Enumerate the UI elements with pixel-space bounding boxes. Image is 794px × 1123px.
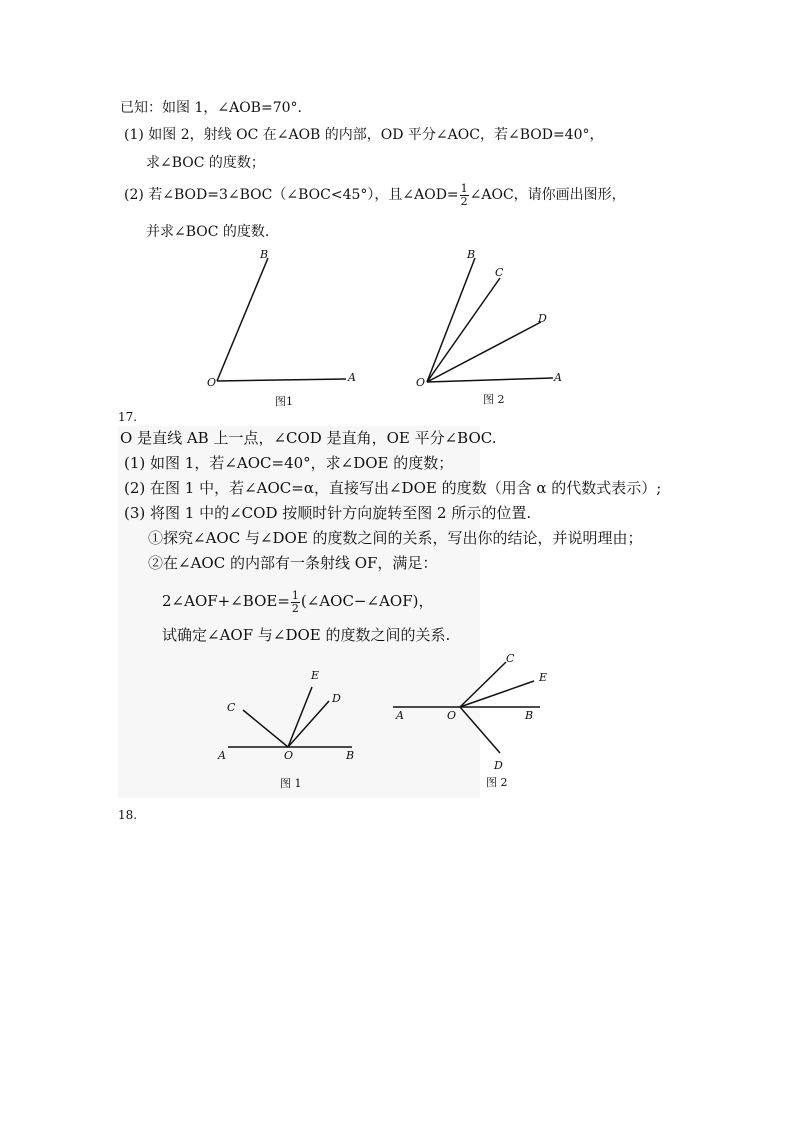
label-o: O: [416, 376, 426, 389]
p18-number: 18.: [118, 808, 138, 822]
figure-caption: 图 2: [483, 393, 505, 406]
p17-number: 17.: [118, 410, 138, 424]
label-c: C: [495, 266, 504, 279]
ray-oa: [217, 379, 346, 381]
p16-q2-frac-den: 2: [460, 194, 468, 208]
p17-eq-left: 2∠AOF+∠BOE=: [162, 592, 290, 611]
p17-figure-1: [210, 660, 370, 795]
ray-oc: [243, 710, 288, 747]
label-a: A: [218, 749, 226, 762]
ray-oe: [460, 681, 534, 707]
label-a: A: [554, 371, 562, 384]
label-b: B: [525, 709, 534, 722]
label-d: D: [494, 759, 503, 772]
label-b: B: [467, 248, 476, 261]
label-c: C: [506, 652, 515, 665]
p17-eq-right: (∠AOC−∠AOF)，: [300, 592, 434, 611]
figure-caption: 图 2: [486, 776, 508, 789]
p16-q2-text-a: (2) 若∠BOD=3∠BOC（∠BOC<45°），且∠AOD=: [124, 187, 459, 204]
p16-q2-text-b: ∠AOC，请你画出图形，: [469, 187, 626, 204]
label-a: A: [396, 709, 404, 722]
p17-eq-frac-den: 2: [291, 601, 299, 615]
ray-ob: [217, 258, 268, 381]
p17-statement: O 是直线 AB 上一点，∠COD 是直角，OE 平分∠BOC.: [120, 429, 497, 447]
p17-figure-2: [390, 645, 560, 795]
p16-given: 已知：如图 1，∠AOB=70°.: [120, 100, 302, 116]
p17-q3: (3) 将图 1 中的∠COD 按顺时针方向旋转至图 2 所示的位置.: [124, 504, 532, 522]
p16-q2-line2: 并求∠BOC 的度数.: [146, 224, 270, 240]
label-d: D: [332, 692, 341, 705]
label-o: O: [207, 376, 217, 389]
p17-eq-fraction: [291, 590, 300, 614]
label-e: E: [539, 671, 548, 684]
label-b: B: [260, 248, 269, 261]
p16-figure-2: [405, 244, 575, 410]
ray-od: [427, 322, 541, 382]
figure-caption: 图1: [275, 395, 293, 408]
ray-oc: [427, 278, 500, 382]
p16-figure-1: [200, 244, 380, 410]
label-b: B: [346, 749, 355, 762]
p17-q3-a: ①探究∠AOC 与∠DOE 的度数之间的关系，写出你的结论，并说明理由；: [148, 529, 643, 547]
p16-q1-line1: (1) 如图 2，射线 OC 在∠AOB 的内部，OD 平分∠AOC，若∠BOD=40°，: [124, 127, 604, 143]
figure-caption: 图 1: [280, 777, 302, 790]
p17-q1: (1) 如图 1，若∠AOC=40°，求∠DOE 的度数；: [124, 454, 454, 472]
label-e: E: [311, 669, 320, 682]
ray-oa: [427, 378, 553, 382]
p17-eq-frac-num: 1: [291, 589, 299, 602]
ray-oc: [460, 662, 506, 707]
p17-q2: (2) 在图 1 中，若∠AOC=α，直接写出∠DOE 的度数（用含 α 的代数式表示）;: [124, 479, 662, 497]
p17-q3-b: ②在∠AOC 的内部有一条射线 OF，满足：: [148, 554, 438, 572]
ray-ob: [427, 258, 475, 382]
label-c: C: [227, 701, 236, 714]
p16-q2-line1: [124, 183, 626, 207]
p16-q1-line2: 求∠BOC 的度数；: [146, 155, 265, 171]
p16-q2-fraction: [460, 183, 469, 207]
label-a: A: [348, 371, 356, 384]
label-o: O: [284, 749, 294, 762]
ray-od: [288, 701, 329, 747]
ray-oe: [288, 687, 312, 747]
label-o: O: [447, 709, 457, 722]
p16-q2-frac-num: 1: [460, 182, 468, 195]
p17-equation: [162, 590, 433, 614]
label-d: D: [538, 312, 547, 325]
p17-q3-c: 试确定∠AOF 与∠DOE 的度数之间的关系.: [162, 626, 451, 644]
ray-od: [460, 707, 500, 753]
